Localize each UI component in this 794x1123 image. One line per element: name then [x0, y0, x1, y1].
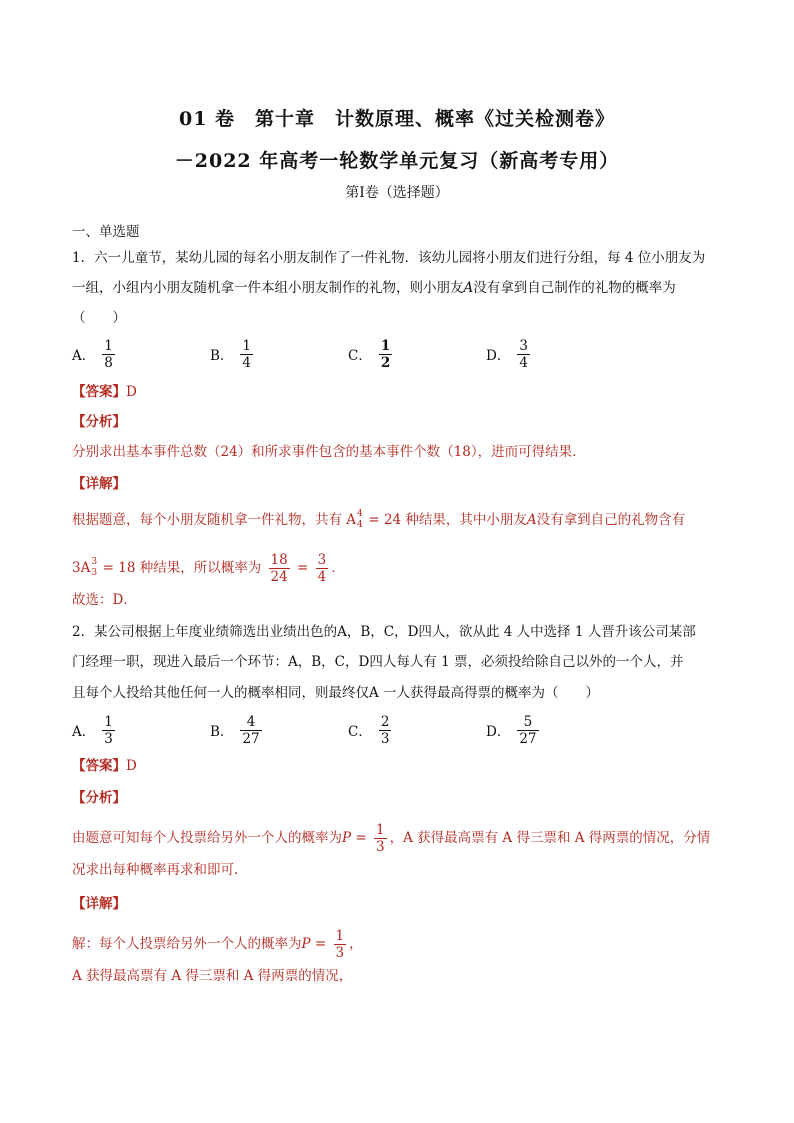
q1-detail-line1: 根据题意，每个小朋友随机拿一件礼物，共有 A 4 4 = 24 种结果，其中小朋友A没有拿到自己的礼物含有 — [72, 508, 686, 530]
section-heading: 一、单选题 — [72, 224, 140, 240]
fraction: $\frac{5}{27}$ — [519, 713, 537, 747]
q2-stem-line2: 门经理一职，现进入最后一个环节：A，B，C，D四人每人有 1 票，必须投给除自己以外的一个人，并 — [72, 654, 684, 670]
fraction: $\frac{3}{4}$ — [317, 552, 327, 585]
page-title-subline: －2022 年高考一轮数学单元复习（新高考专用） — [174, 150, 620, 172]
fraction: $\frac{1}{3}$ — [104, 713, 113, 747]
q2-option-c[interactable]: C． $\frac{2}{3}$ — [348, 713, 390, 747]
q1-stem-line1: 1．六一儿童节，某幼儿园的每名小朋友制作了一件礼物．该幼儿园将小朋友们进行分组，每 4 位小朋友为 — [72, 250, 706, 266]
q1-analysis-text: 分别求出基本事件总数（24）和所求事件包含的基本事件个数（18），进而可得结果. — [72, 444, 577, 460]
page-title: 01 卷 第十章 计数原理、概率《过关检测卷》 — [178, 108, 616, 130]
answer-label: 【答案】 — [72, 758, 126, 774]
q1-option-a[interactable]: A． $\frac{1}{8}$ — [72, 337, 113, 371]
q1-answer — [72, 382, 732, 402]
fraction: $\frac{3}{4}$ — [519, 337, 528, 371]
fraction: $\frac{1}{3}$ — [335, 928, 345, 961]
q2-stem-line3: 且每个人投给其他任何一人的概率相同，则最终仅A 一人获得最高得票的概率为（ ） — [72, 685, 600, 701]
q1-stem-line3: （ ） — [72, 310, 126, 326]
q1-options — [72, 334, 732, 374]
q2-analysis-line1: 由题意可知每个人投票给另外一个人的概率为P = $\frac{1}{3}$ ，A 获得最高票有 A 得三票和 A 得两票的情况，分情 — [72, 822, 711, 855]
volume-subtitle: 第Ⅰ卷（选择题） — [345, 185, 449, 201]
q1-stem-text-end: 没有拿到自己制作的礼物的概率为 — [473, 280, 676, 296]
q1-detail-label: 【详解】 — [72, 476, 126, 492]
fraction: $\frac{2}{3}$ — [380, 713, 390, 747]
fraction: $\frac{1}{8}$ — [104, 337, 113, 371]
q1-option-b[interactable]: B． $\frac{1}{4}$ — [210, 337, 252, 371]
q1-stem-text: 一组，小组内小朋友随机拿一件本组小朋友制作的礼物，则小朋友 — [72, 280, 464, 296]
answer-label: 【答案】 — [72, 384, 126, 400]
q2-detail-line1: 解：每个人投票给另外一个人的概率为P = $\frac{1}{3}$ ， — [72, 928, 363, 961]
q2-option-a[interactable]: A． $\frac{1}{3}$ — [72, 713, 113, 747]
q2-detail-line2: A 获得最高票有 A 得三票和 A 得两票的情况， — [72, 968, 353, 984]
answer-value: D — [126, 384, 137, 400]
answer-value: D — [126, 758, 137, 774]
q1-stem-line2 — [72, 278, 732, 298]
q2-analysis-label: 【分析】 — [72, 790, 126, 806]
perm-index: 3 3 — [91, 556, 98, 578]
q1-var-a: A — [463, 280, 474, 296]
q2-answer — [72, 756, 732, 776]
q2-options — [72, 710, 732, 750]
q2-detail-label: 【详解】 — [72, 896, 126, 912]
fraction: $\frac{1}{4}$ — [242, 337, 252, 371]
q1-analysis-label: 【分析】 — [72, 414, 126, 430]
q2-option-b[interactable]: B． $\frac{4}{27}$ — [210, 713, 260, 747]
fraction: $\frac{18}{24}$ — [270, 552, 288, 585]
q1-detail-line2: 3A 3 3 = 18 种结果，所以概率为 $\frac{18}{24}$ = $\frac{3}{4}$ ． — [72, 552, 345, 585]
q2-analysis-line2: 况求出每种概率再求和即可. — [72, 862, 239, 878]
fraction: $\frac{1}{2}$ — [380, 337, 391, 371]
q1-conclusion: 故选：D． — [72, 592, 137, 608]
perm-index: 4 4 — [357, 508, 363, 530]
q1-option-d[interactable]: D． $\frac{3}{4}$ — [486, 337, 528, 371]
fraction: $\frac{4}{27}$ — [242, 713, 260, 747]
fraction: $\frac{1}{3}$ — [376, 822, 385, 855]
q1-option-c[interactable]: C． $\frac{1}{2}$ — [348, 337, 391, 371]
q2-stem-line1: 2．某公司根据上年度业绩筛选出业绩出色的A，B，C，D四人，欲从此 4 人中选择 1 人晋升该公司某部 — [72, 624, 696, 640]
q2-option-d[interactable]: D． $\frac{5}{27}$ — [486, 713, 537, 747]
